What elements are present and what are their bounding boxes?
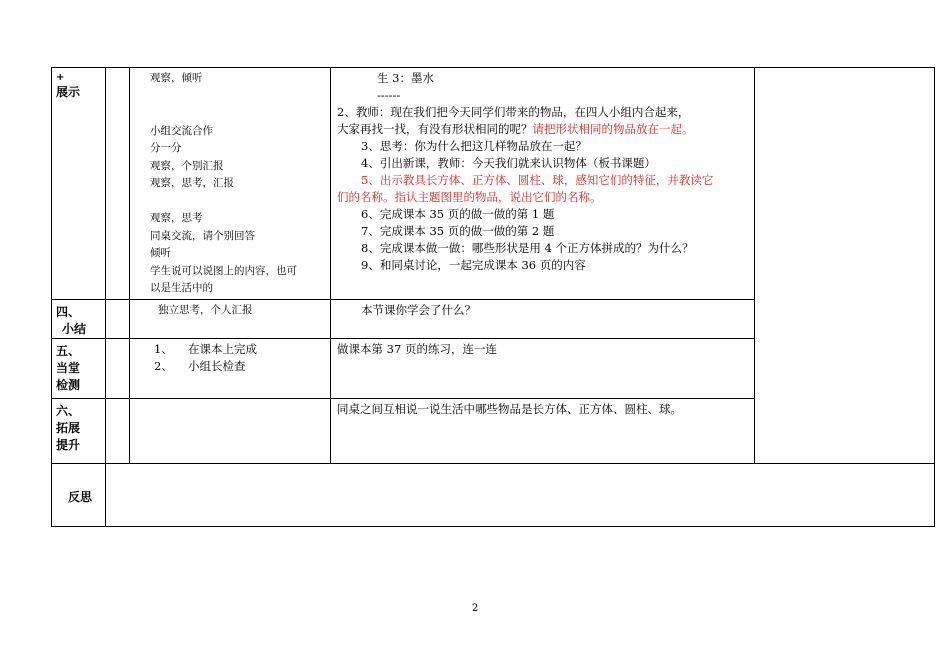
teacher-line: 3、思考：你为什么把这几样物品放在一起？ bbox=[361, 139, 587, 153]
stage-number: 四、 bbox=[56, 305, 81, 319]
stage-label: 提升 bbox=[56, 438, 81, 452]
narrow-cell bbox=[106, 399, 130, 464]
teacher-line: ------ bbox=[377, 88, 401, 102]
highlighted-instruction: 请把形状相同的物品放在一起。 bbox=[532, 122, 694, 136]
narrow-cell bbox=[106, 68, 130, 300]
teacher-activity-cell bbox=[331, 339, 755, 399]
teacher-line: 生 3：墨水 bbox=[377, 71, 434, 85]
teacher-line: 6、完成课本 35 页的做一做的第 1 题 bbox=[361, 207, 555, 221]
narrow-cell bbox=[106, 300, 130, 339]
notes-cell bbox=[755, 68, 935, 464]
list-text: 小组长检查 bbox=[188, 359, 246, 373]
highlighted-instruction: 们的名称。指认主题图里的物品，说出它们的名称。 bbox=[337, 190, 602, 204]
stage-label: 小结 bbox=[62, 322, 87, 336]
table-row-display bbox=[52, 68, 935, 300]
teacher-activity-cell bbox=[331, 68, 755, 300]
student-activity-cell bbox=[130, 300, 331, 339]
page-number: 2 bbox=[471, 603, 479, 614]
student-line: 倾听 bbox=[150, 247, 171, 259]
teacher-line: 本节课你学会了什么？ bbox=[361, 303, 476, 317]
teacher-line: 8、完成课本做一做：哪些形状是用 4 个正方体拼成的？为什么？ bbox=[361, 241, 694, 255]
teacher-line: 4、引出新课，教师：今天我们就来认识物体（板书课题） bbox=[361, 156, 656, 170]
list-text: 在课本上完成 bbox=[188, 342, 257, 356]
stage-cell bbox=[52, 68, 106, 300]
highlighted-instruction: 5、出示教具长方体、正方体、圆柱、球，感知它们的特征，并教读它 bbox=[361, 173, 714, 187]
student-line: 学生说可以说图上的内容，也可 bbox=[150, 264, 297, 277]
student-line: 小组交流合作 bbox=[150, 124, 213, 137]
student-line: 以是生活中的 bbox=[150, 282, 213, 294]
stage-cell bbox=[52, 300, 106, 339]
teacher-line: 9、和同桌讨论，一起完成课本 36 页的内容 bbox=[361, 258, 586, 272]
reflection-label: 反思 bbox=[68, 490, 93, 504]
teacher-activity-cell bbox=[331, 300, 755, 339]
teacher-line bbox=[337, 121, 750, 138]
student-line: 独立思考，个人汇报 bbox=[158, 304, 253, 316]
student-line: 观察，个别汇报 bbox=[150, 159, 224, 172]
student-line: 同桌交流，请个别回答 bbox=[150, 229, 255, 242]
reflection-content-cell bbox=[106, 464, 935, 527]
reflection-label-cell bbox=[52, 464, 106, 527]
stage-number: 五、 bbox=[56, 344, 81, 358]
stage-number: 六、 bbox=[56, 404, 81, 418]
stage-label: 检测 bbox=[56, 378, 81, 392]
list-item bbox=[136, 358, 326, 375]
stage-label: 展示 bbox=[56, 85, 81, 99]
stage-plus: + bbox=[56, 72, 65, 83]
table-row-reflection bbox=[52, 464, 935, 527]
teacher-line: 2、教师：现在我们把今天同学们带来的物品，在四人小组内合起来， bbox=[337, 105, 690, 119]
student-line: 观察，倾听 bbox=[150, 72, 203, 84]
lesson-plan-table bbox=[51, 67, 935, 527]
student-line: 分一分 bbox=[150, 142, 182, 154]
narrow-cell bbox=[106, 339, 130, 399]
student-line: 观察，思考 bbox=[150, 212, 203, 224]
teacher-line: 同桌之间互相说一说生活中哪些物品是长方体、正方体、圆柱、球。 bbox=[337, 402, 682, 416]
student-activity-cell bbox=[130, 399, 331, 464]
stage-label: 当堂 bbox=[56, 361, 81, 375]
list-number: 2、 bbox=[154, 359, 173, 373]
teacher-line: 做课本第 37 页的练习，连一连 bbox=[337, 342, 497, 356]
student-activity-cell bbox=[130, 68, 331, 300]
stage-cell bbox=[52, 339, 106, 399]
teacher-line: 7、完成课本 35 页的做一做的第 2 题 bbox=[361, 224, 555, 238]
teacher-activity-cell bbox=[331, 399, 755, 464]
student-activity-cell bbox=[130, 339, 331, 399]
list-number: 1、 bbox=[154, 342, 173, 356]
teacher-text: 大家再找一找，有没有形状相同的呢？ bbox=[337, 122, 533, 136]
stage-cell bbox=[52, 399, 106, 464]
student-line: 观察，思考，汇报 bbox=[150, 177, 234, 189]
list-item bbox=[136, 341, 326, 358]
stage-label: 拓展 bbox=[56, 421, 81, 435]
